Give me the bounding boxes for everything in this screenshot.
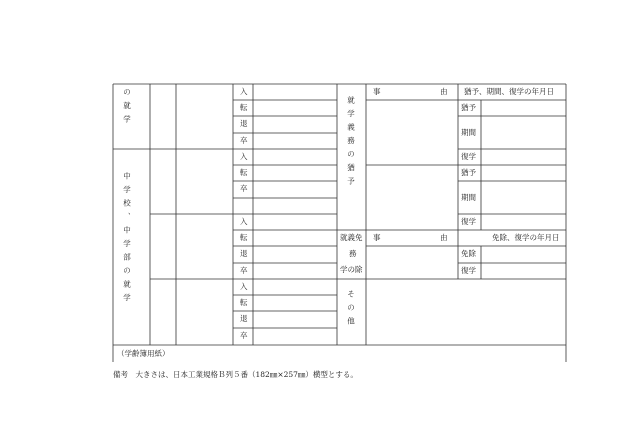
reason-label-2: 由 [440,87,448,96]
entry-kind-label: 卒 [240,266,248,275]
entry-kind-label: 退 [240,249,248,258]
entry-kind-label: 退 [240,119,248,128]
return-label: 復学 [461,217,476,226]
entry-kind-label: 転 [240,298,248,307]
reason-label-1: 事 [373,87,381,96]
entry-kind-label: 入 [240,217,248,226]
entry-kind-label: 卒 [240,331,248,340]
exempt-label-3: 学の除 [340,265,363,274]
postpone-label: 猶予 [461,103,476,112]
entry-kind-label: 転 [240,168,248,177]
entry-kind-label: 転 [240,233,248,242]
return-label: 復学 [461,266,476,275]
left-label-top: の就学 [122,88,132,129]
exempt-label: 免除 [461,249,476,258]
period-label: 期間 [461,193,476,202]
reason-label-2: 由 [440,233,448,242]
left-label-junior-high: 中学校、中学部の就学 [122,172,132,307]
exempt-label-1: 就義免 [340,233,363,242]
other-label: その他 [346,290,356,331]
reason-label-1: 事 [373,233,381,242]
postpone-label: 猶予 [461,168,476,177]
remark: 備考 大きさは、日本工業規格Ｂ列５番（182㎜×257㎜）横型とする。 [113,370,358,379]
return-label: 復学 [461,152,476,161]
exempt-header: 免除、復学の年月日 [492,233,560,242]
entry-kind-label: 転 [240,103,248,112]
entry-kind-label: 入 [240,152,248,161]
entry-kind-label: 入 [240,87,248,96]
postpone-exempt-label: 就学義務の猶予 [346,96,356,191]
entry-kind-label: 卒 [240,184,248,193]
postpone-header: 猶予、期間、復学の年月日 [464,87,554,96]
entry-kind-label: 卒 [240,136,248,145]
footer-note: （学齢簿用紙） [117,349,170,358]
exempt-label-2: 務 [349,249,357,258]
period-label: 期間 [461,128,476,137]
entry-kind-label: 入 [240,282,248,291]
entry-kind-label: 退 [240,314,248,323]
